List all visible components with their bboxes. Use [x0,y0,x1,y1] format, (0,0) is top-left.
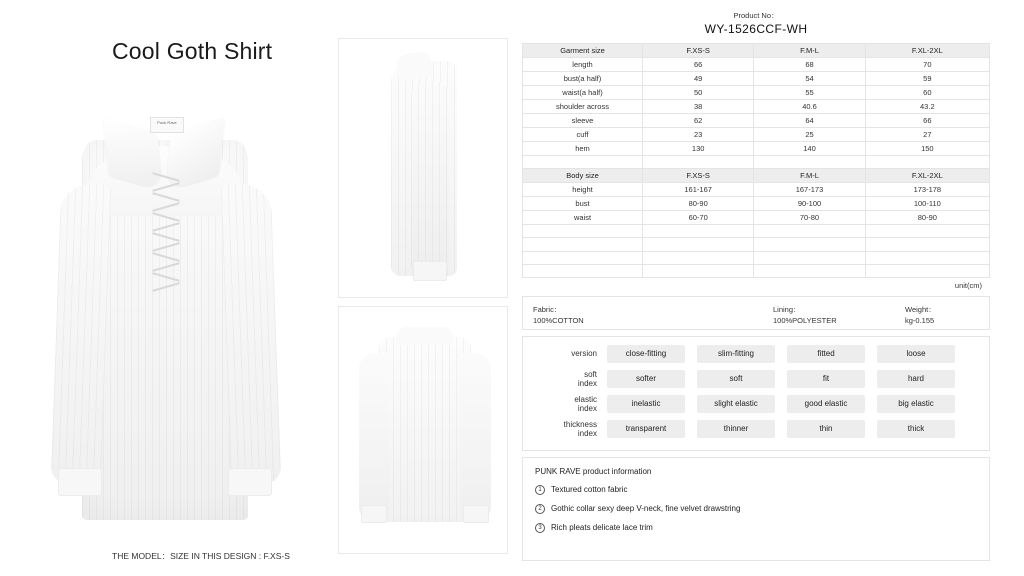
table-spacer-row [523,156,990,169]
cell-label: sleeve [523,114,643,128]
table-row-header-garment [523,44,990,58]
table-row [523,211,990,225]
thickness-option-2[interactable]: thin [787,420,865,438]
elastic-option-2[interactable]: good elastic [787,395,865,413]
cell-value: 59 [865,72,989,86]
back-pleat-texture [379,337,471,522]
cell-value: 80-90 [643,197,754,211]
table-row [523,142,990,156]
list-item [535,523,977,533]
cell-label: shoulder across [523,100,643,114]
page-title: Cool Goth Shirt [112,38,273,64]
model-size-note: THE MODEL：SIZE IN THIS DESIGN : F.XS-S [112,551,290,561]
soft-option-3[interactable]: hard [877,370,955,388]
weight-value: kg-0.155 [905,315,935,325]
cell-label: length [523,58,643,72]
index-label-line1: thickness [563,419,597,429]
cell-label: waist(a half) [523,86,643,100]
version-option-2[interactable]: fitted [787,345,865,363]
thickness-option-1[interactable]: thinner [697,420,775,438]
cell-value: 161-167 [643,183,754,197]
left-column [0,0,320,576]
table-row-empty [523,251,990,264]
index-row-soft [533,370,979,388]
cuff-right [228,468,272,496]
fabric-value: 100%COTTON [533,315,584,325]
number-circle-icon: 1 [535,485,545,495]
index-label-version [533,349,607,358]
cell-value: 54 [754,72,865,86]
cell-value: 167-173 [754,183,865,197]
soft-option-2[interactable]: fit [787,370,865,388]
lining-cell [773,304,837,326]
cell-value: 50 [643,86,754,100]
soft-option-0[interactable]: softer [607,370,685,388]
cell-value: 70 [865,58,989,72]
cell-value: 150 [865,142,989,156]
garment-col-m-l: F.M-L [754,44,865,58]
fabric-cell [533,304,584,326]
cell-value: 38 [643,100,754,114]
number-circle-icon: 3 [535,523,545,533]
table-row [523,100,990,114]
cell-value: 49 [643,72,754,86]
sleeve-right [221,183,281,485]
table-row [523,72,990,86]
back-cuff-left [361,505,387,523]
cell-value: 25 [754,128,865,142]
product-code: WY-1526CCF-WH [704,22,808,36]
product-no-label: Product No： [733,11,779,20]
table-row [523,114,990,128]
cell-value: 66 [865,114,989,128]
side-cuff [413,261,447,281]
version-option-0[interactable]: close-fitting [607,345,685,363]
cell-label: height [523,183,643,197]
number-circle-icon: 2 [535,504,545,514]
product-info-text: Rich pleats delicate lace trim [551,523,653,533]
table-row [523,86,990,100]
cuff-left [58,468,102,496]
garment-side-view [338,38,508,298]
table-row-empty [523,225,990,238]
garment-col-xs-s: F.XS-S [643,44,754,58]
list-item [535,485,977,495]
version-option-1[interactable]: slim-fitting [697,345,775,363]
index-label-line2: index [577,403,597,413]
back-collar [397,327,453,345]
back-cuff-right [463,505,489,523]
lace-up-drawstring [152,172,180,292]
cell-value: 64 [754,114,865,128]
side-sleeve-pleat-texture [411,81,449,271]
body-size-header: Body size [523,169,643,183]
index-label-line2: index [577,428,597,438]
garment-front-photo [40,110,290,530]
fabric-label: Fabric： [533,304,562,314]
side-collar [395,51,432,81]
table-row [523,183,990,197]
cell-value: 23 [643,128,754,142]
back-sleeve-left [359,353,389,518]
thickness-option-0[interactable]: transparent [607,420,685,438]
cell-value: 60 [865,86,989,100]
cell-value: 60-70 [643,211,754,225]
soft-option-1[interactable]: soft [697,370,775,388]
index-row-thickness [533,420,979,438]
version-option-3[interactable]: loose [877,345,955,363]
cell-value: 55 [754,86,865,100]
cell-value: 68 [754,58,865,72]
product-info-text: Textured cotton fabric [551,485,628,495]
cell-value: 90-100 [754,197,865,211]
table-row-empty [523,264,990,277]
side-sleeve [411,81,449,271]
cell-label: bust [523,197,643,211]
elastic-option-0[interactable]: inelastic [607,395,685,413]
back-shirt-body [379,337,471,522]
body-col-xl-2xl: F.XL-2XL [865,169,989,183]
index-label-line1: soft [584,369,597,379]
cell-label: waist [523,211,643,225]
sleeve-pleat-texture-left [51,183,111,485]
table-row [523,58,990,72]
cell-value: 40.6 [754,100,865,114]
cell-value: 27 [865,128,989,142]
sleeve-left [51,183,111,485]
index-panel [522,336,990,451]
table-row [523,197,990,211]
weight-cell [905,304,936,326]
lining-value: 100%POLYESTER [773,315,837,325]
cell-value: 62 [643,114,754,128]
weight-label: Weight： [905,304,936,314]
garment-size-header: Garment size [523,44,643,58]
index-row-version [533,345,979,363]
index-label-elastic [533,395,607,413]
cell-value: 130 [643,142,754,156]
product-info-text: Gothic collar sexy deep V-neck, fine velvet drawstring [551,504,741,514]
spec-column [522,10,990,561]
cell-label: hem [523,142,643,156]
fabric-panel [522,296,990,330]
body-col-xs-s: F.XS-S [643,169,754,183]
unit-note: unit(cm) [954,280,982,290]
cell-value: 100-110 [865,197,989,211]
body-col-m-l: F.M-L [754,169,865,183]
cell-value: 70-80 [754,211,865,225]
index-row-elastic [533,395,979,413]
cell-value: 140 [754,142,865,156]
garment-col-xl-2xl: F.XL-2XL [865,44,989,58]
brand-label: Punk Rave [150,117,184,133]
sleeve-pleat-texture-right [221,183,281,485]
cell-value: 173-178 [865,183,989,197]
cell-value: 66 [643,58,754,72]
index-label-line2: index [577,378,597,388]
size-chart-table [522,43,990,278]
garment-back-view [338,306,508,554]
cell-label: cuff [523,128,643,142]
index-label-thickness [533,420,607,438]
thickness-option-3[interactable]: thick [877,420,955,438]
index-label-line1: elastic [574,394,597,404]
index-label-line1: version [571,349,597,359]
elastic-option-1[interactable]: slight elastic [697,395,775,413]
cell-value: 43.2 [865,100,989,114]
cell-value: 80-90 [865,211,989,225]
cell-label: bust(a half) [523,72,643,86]
table-row [523,128,990,142]
product-information-panel [522,457,990,561]
table-row-header-body [523,169,990,183]
list-item [535,504,977,514]
table-row-empty [523,238,990,251]
back-sleeve-right [461,353,491,518]
elastic-option-3[interactable]: big elastic [877,395,955,413]
index-label-soft [533,370,607,388]
lining-label: Lining： [773,304,801,314]
product-info-title: PUNK RAVE product information [535,466,652,476]
